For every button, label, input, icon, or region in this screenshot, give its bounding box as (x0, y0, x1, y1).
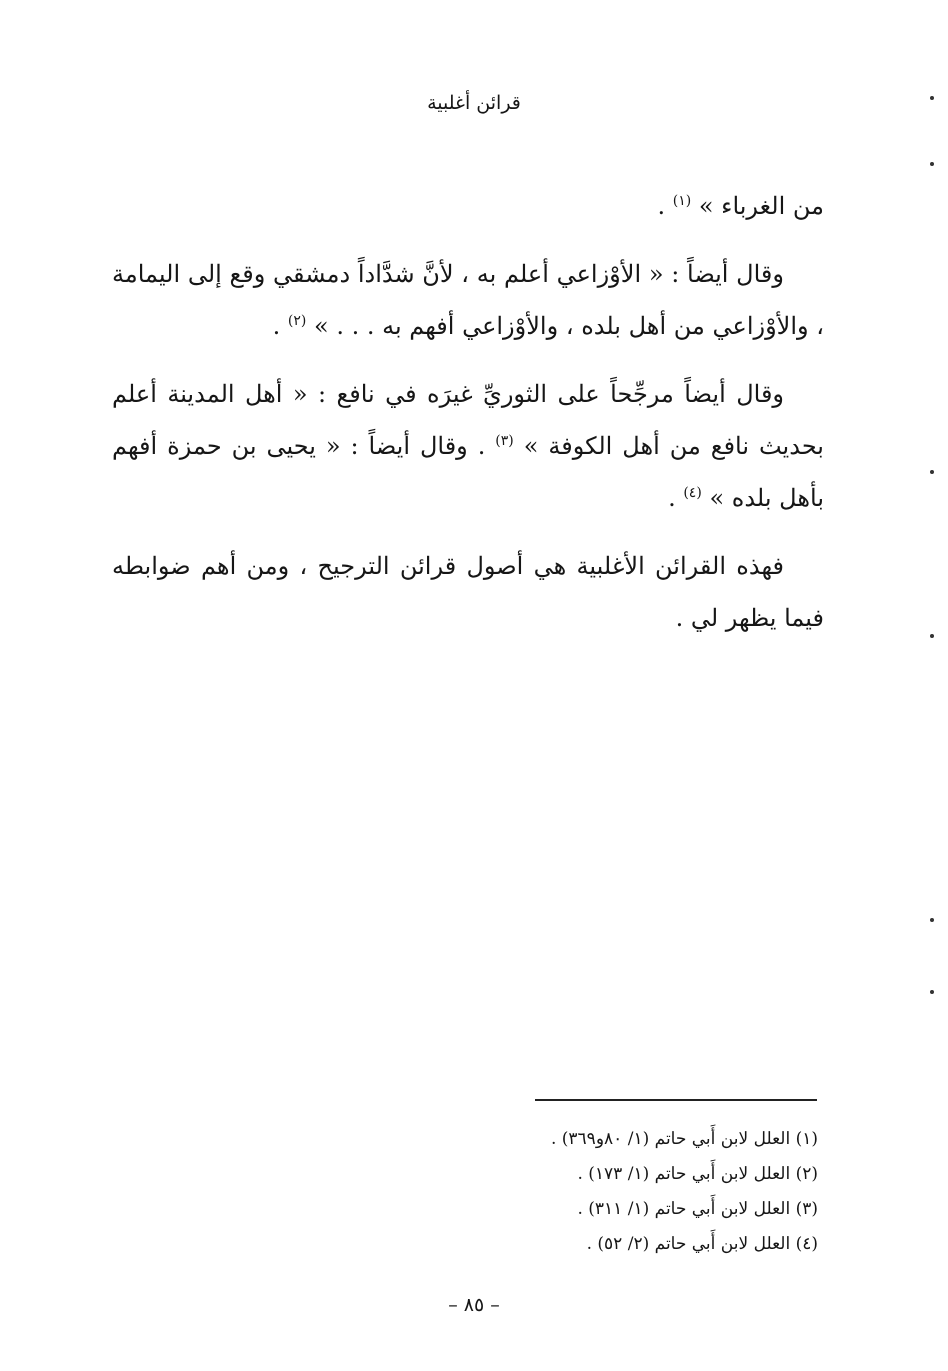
paragraph-2-end: . (272, 312, 288, 340)
paragraph-4-text: فهذه القرائن الأغلبية هي أصول قرائن الترجيح ، ومن أهم ضوابطه فيما يظهر لي . (112, 552, 824, 632)
scan-speck (930, 634, 934, 638)
body-text (112, 180, 824, 660)
paragraph-1 (112, 180, 824, 232)
paragraph-1-text: من الغرباء » (698, 192, 824, 220)
paragraph-3 (112, 368, 824, 524)
footnote-1: (١) العلل لابن أَبي حاتم (١/ ٨٠و٣٦٩) . (550, 1129, 818, 1149)
paragraph-3-text: وقال أيضاً مرجِّحاً على الثوريِّ غيرَه في نافع : « أهل المدينة أعلم بحديث نافع من أهل الكوفة » (112, 380, 824, 460)
scan-speck (930, 470, 934, 474)
footnote-ref-1: (١) (672, 193, 692, 209)
paragraph-2-text: وقال أيضاً : « الأوْزاعي أعلم به ، لأنَّ شدَّاداً دمشقي وقع إلى اليمامة ، والأوْزاعي من أهل بلده ، والأوْزاعي أفهم به . . . » (112, 260, 824, 340)
paragraph-4 (112, 540, 824, 644)
footnote-2: (٢) العلل لابن أَبي حاتم (١/ ١٧٣) . (577, 1164, 818, 1184)
scan-speck (930, 990, 934, 994)
scan-speck (930, 162, 934, 166)
paragraph-2 (112, 248, 824, 352)
footnote-4: (٤) العلل لابن أَبي حاتم (٢/ ٥٢) . (586, 1234, 818, 1254)
footnote-separator (535, 1099, 817, 1101)
footnote-3: (٣) العلل لابن أَبي حاتم (١/ ٣١١) . (577, 1199, 818, 1219)
scan-speck (930, 96, 934, 100)
page-number: – ٨٥ – (448, 1294, 500, 1316)
scan-speck (930, 918, 934, 922)
footnote-ref-4: (٤) (683, 485, 702, 501)
footnote-ref-3: (٣) (495, 433, 514, 449)
paragraph-3-middle: . وقال أيضاً : « يحيى بن حمزة أفهم بأهل بلده » (112, 432, 824, 512)
footnotes (258, 1122, 818, 1262)
paragraph-1-end: . (657, 192, 673, 220)
running-header: قرائن أغلبية (427, 92, 521, 114)
paragraph-3-end: . (668, 484, 684, 512)
footnote-ref-2: (٢) (287, 313, 307, 329)
